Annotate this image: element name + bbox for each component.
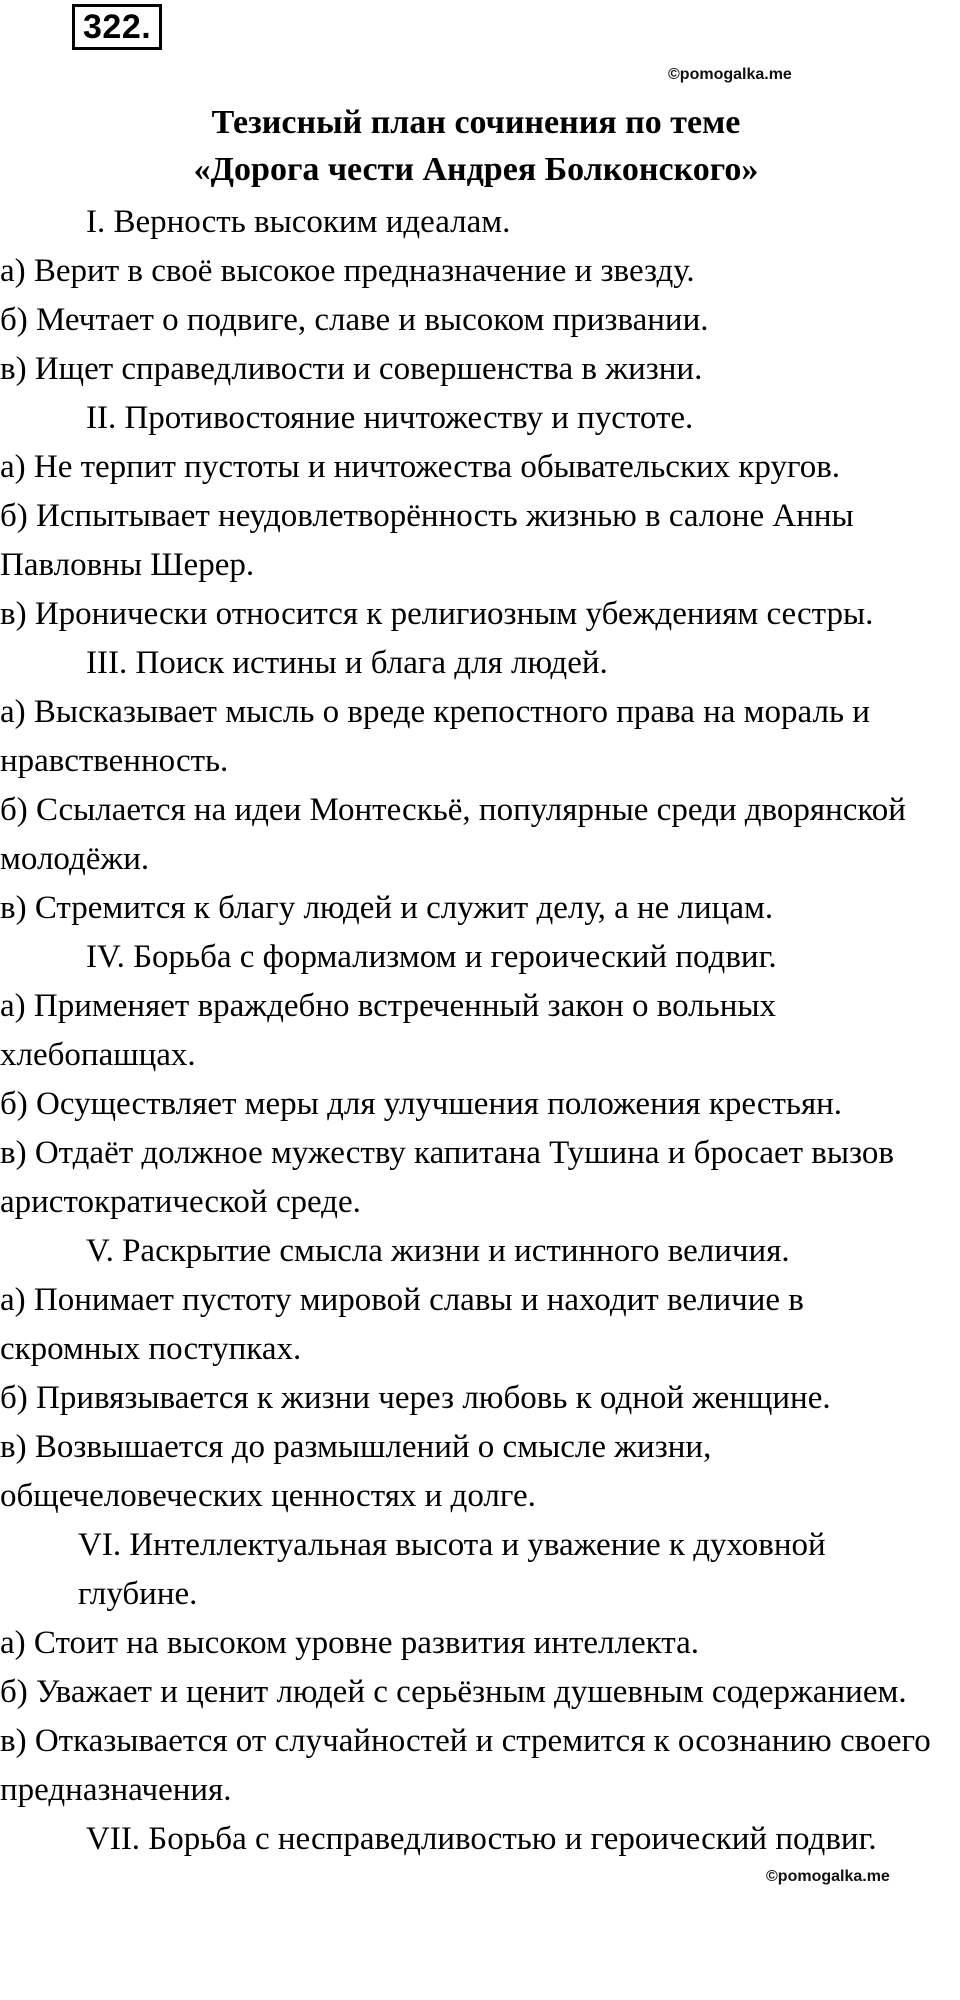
list-item: в) Иронически относится к религиозным убеждениям сестры. (0, 596, 874, 632)
list-item: б) Осуществляет меры для улучшения положения крестьян. (0, 1086, 843, 1122)
watermark-bottom: ©pomogalka.me (766, 1868, 890, 1885)
title-line-1: Тезисный план сочинения по теме (211, 104, 741, 141)
exercise-number: 322. (72, 4, 162, 50)
list-item: в) Отдаёт должное мужеству капитана Тушина и бросает вызов аристократической среде. (0, 1135, 894, 1220)
plan-content (0, 198, 950, 1864)
list-item: в) Ищет справедливости и совершенства в жизни. (0, 351, 703, 387)
list-item: а) Применяет враждебно встреченный закон о вольных хлебопашцах. (0, 988, 777, 1073)
list-item: б) Уважает и ценит людей с серьёзным душевным содержанием. (0, 1674, 907, 1710)
section-heading: VII. Борьба с несправедливостью и героический подвиг. (86, 1821, 877, 1857)
list-item: в) Стремится к благу людей и служит делу, а не лицам. (0, 890, 774, 926)
title-line-2: «Дорога чести Андрея Болконского» (193, 151, 759, 188)
list-item: а) Не терпит пустоты и ничтожества обывательских кругов. (0, 449, 841, 485)
list-item: б) Испытывает неудовлетворённость жизнью в салоне Анны Павловны Шерер. (0, 498, 854, 583)
list-item: а) Высказывает мысль о вреде крепостного права на мораль и нравственность. (0, 694, 870, 779)
section-heading: I. Верность высоким идеалам. (86, 204, 511, 240)
list-item: а) Понимает пустоту мировой славы и находит величие в скромных поступках. (0, 1282, 804, 1367)
section-heading: II. Противостояние ничтожеству и пустоте. (86, 400, 694, 436)
list-item: а) Стоит на высоком уровне развития интеллекта. (0, 1625, 699, 1661)
watermark-top: ©pomogalka.me (668, 66, 792, 83)
list-item: б) Ссылается на идеи Монтескьё, популярные среди дворянской молодёжи. (0, 792, 906, 877)
section-heading: III. Поиск истины и блага для людей. (86, 645, 608, 681)
list-item: в) Отказывается от случайностей и стремится к осознанию своего предназначения. (0, 1723, 931, 1808)
section-heading: VI. Интеллектуальная высота и уважение к духовной глубине. (78, 1527, 826, 1612)
section-heading: V. Раскрытие смысла жизни и истинного величия. (86, 1233, 790, 1269)
list-item: а) Верит в своё высокое предназначение и звезду. (0, 253, 695, 289)
list-item: в) Возвышается до размышлений о смысле жизни, общечеловеческих ценностях и долге. (0, 1429, 712, 1514)
list-item: б) Мечтает о подвиге, славе и высоком призвании. (0, 302, 709, 338)
section-heading: IV. Борьба с формализмом и героический подвиг. (86, 939, 777, 975)
list-item: б) Привязывается к жизни через любовь к одной женщине. (0, 1380, 831, 1416)
